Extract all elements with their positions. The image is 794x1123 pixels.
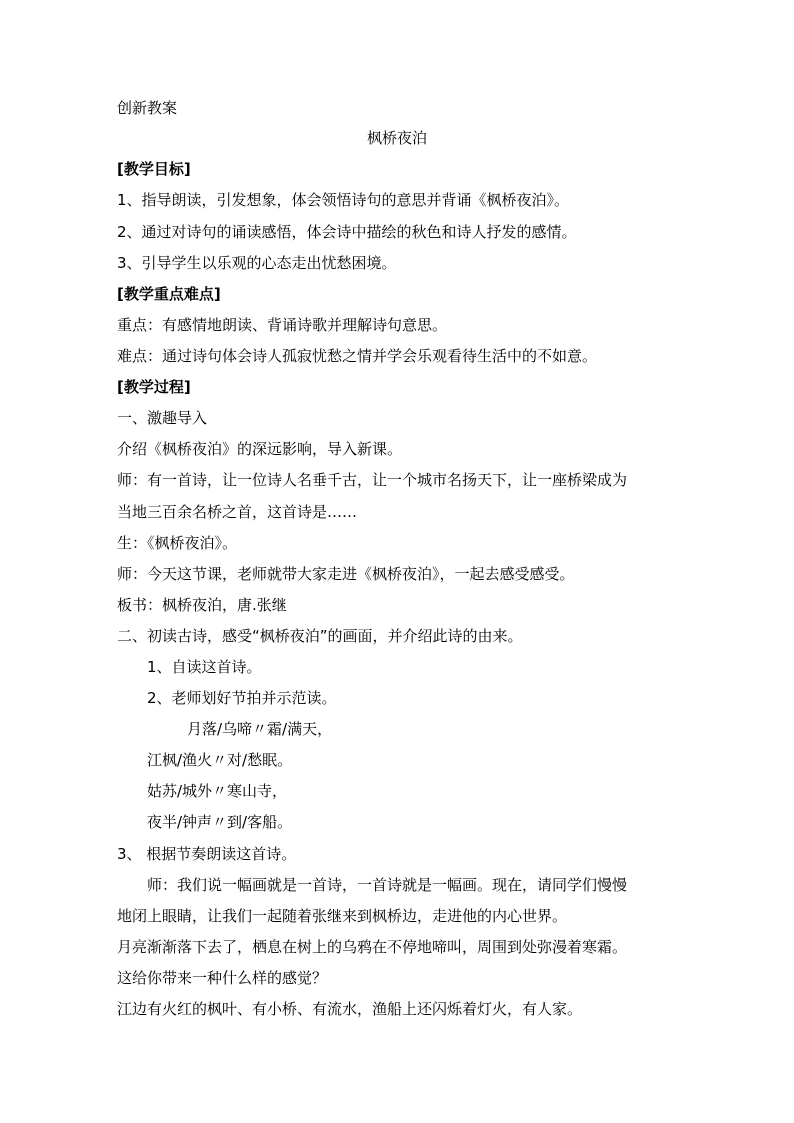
process-line: 2、老师划好节拍并示范读。 — [147, 689, 337, 707]
process-line: 1、自读这首诗。 — [147, 658, 262, 676]
process-line: 生：《枫桥夜泊》。 — [117, 534, 238, 552]
process-line: 月亮渐渐落下去了，栖息在树上的乌鸦在不停地啼叫，周围到处弥漫着寒霜。 — [117, 938, 628, 956]
document-header-label: 创新教案 — [117, 99, 178, 117]
process-line: 师：有一首诗，让一位诗人名垂千古，让一个城市名扬天下，让一座桥梁成为 — [117, 471, 628, 489]
poem-line: 月落/乌啼〃霜/满天， — [187, 720, 333, 738]
goal-item: 3、引导学生以乐观的心态走出忧愁困境。 — [117, 254, 397, 272]
section-heading-focus: [教学重点难点] — [117, 285, 221, 303]
process-line: 二、初读古诗，感受“枫桥夜泊”的画面，并介绍此诗的由来。 — [117, 627, 523, 645]
process-line: 这给你带来一种什么样的感觉？ — [117, 969, 328, 987]
section-heading-process: [教学过程] — [117, 378, 191, 396]
goal-item: 1、指导朗读，引发想象，体会领悟诗句的意思并背诵《枫桥夜泊》。 — [117, 191, 570, 209]
focus-item: 难点：通过诗句体会诗人孤寂忧愁之情并学会乐观看待生活中的不如意。 — [117, 347, 598, 365]
poem-line: 夜半/钟声〃到/客船。 — [147, 813, 293, 831]
process-line: 3、 根据节奏朗读这首诗。 — [117, 845, 297, 863]
section-heading-goals: [教学目标] — [117, 160, 191, 178]
process-line: 师：今天这节课，老师就带大家走进《枫桥夜泊》，一起去感受感受。 — [117, 565, 575, 583]
process-line: 当地三百余名桥之首，这首诗是…… — [117, 503, 358, 521]
process-line: 江边有火红的枫叶、有小桥、有流水，渔船上还闪烁着灯火，有人家。 — [117, 1000, 583, 1018]
process-line: 板书：枫桥夜泊，唐.张继 — [117, 596, 287, 614]
process-line: 一、激趣导入 — [117, 409, 208, 427]
poem-line: 姑苏/城外〃寒山寺， — [147, 782, 288, 800]
process-line: 师：我们说一幅画就是一首诗，一首诗就是一幅画。现在，请同学们慢慢 — [147, 876, 628, 894]
focus-item: 重点：有感情地朗读、背诵诗歌并理解诗句意思。 — [117, 316, 448, 334]
goal-item: 2、通过对诗句的诵读感悟，体会诗中描绘的秋色和诗人抒发的感情。 — [117, 223, 577, 241]
process-line: 地闭上眼睛，让我们一起随着张继来到枫桥边，走进他的内心世界。 — [117, 907, 568, 925]
poem-line: 江枫/渔火〃对/愁眠。 — [147, 751, 293, 769]
process-line: 介绍《枫桥夜泊》的深远影响，导入新课。 — [117, 440, 403, 458]
document-title: 枫桥夜泊 — [366, 129, 427, 147]
